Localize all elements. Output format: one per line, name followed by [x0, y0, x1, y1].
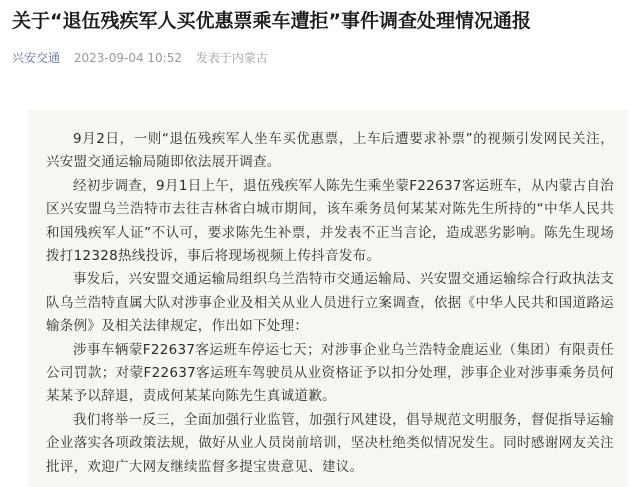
- publish-location: 发表于内蒙古: [195, 51, 268, 65]
- notice-paragraph: 涉事车辆蒙F22637客运班车停运七天；对涉事企业乌兰浩特金鹿运业（集团）有限责任公司罚款；对蒙F22637客运班车驾驶员从业资格证予以扣分处理，涉事企业对涉事乘务员何某某予以辞退，责成何某某向陈先生真诚道歉。: [46, 341, 614, 405]
- publish-time: 2023-09-04 10:52: [73, 51, 182, 65]
- notice-body: [46, 128, 614, 479]
- notice-paragraph: 经初步调查，9月1日上午，退伍残疾军人陈先生乘坐蒙F22637客运班车，从内蒙古自治区兴安盟乌兰浩特市去往吉林省白城市期间，该车乘务员何某某对陈先生所持的“中华人民共和国残疾军人证”不认可，要求陈先生补票，并发表不正当言论，造成恶劣影响。陈先生现场拨打12328热线投诉，事后将现场视频上传抖音发布。: [46, 177, 614, 265]
- account-name-link[interactable]: 兴安交通: [12, 51, 61, 65]
- article-meta: [12, 49, 268, 67]
- article-title: 关于“退伍残疾军人买优惠票乘车遭拒”事件调查处理情况通报: [12, 10, 531, 32]
- notice-paragraph: 我们将举一反三，全面加强行业监管，加强行风建设，倡导规范文明服务，督促指导运输企业落实各项政策法规，做好从业人员岗前培训，坚决杜绝类似情况发生。同时感谢网友关注批评，欢迎广大网友继续监督多提宝贵意见、建议。: [46, 411, 614, 475]
- notice-image: [28, 110, 628, 487]
- notice-paragraph: 9月2日，一则“退伍残疾军人坐车买优惠票，上车后遭要求补票”的视频引发网民关注，兴安盟交通运输局随即依法展开调查。: [46, 131, 614, 171]
- notice-paragraph: 事发后，兴安盟交通运输局组织乌兰浩特市交通运输局、兴安盟交通运输综合行政执法支队乌兰浩特直属大队对涉事企业及相关从业人员进行立案调查，依据《中华人民共和国道路运输条例》及相关法律规定，作出如下处理：: [46, 271, 614, 335]
